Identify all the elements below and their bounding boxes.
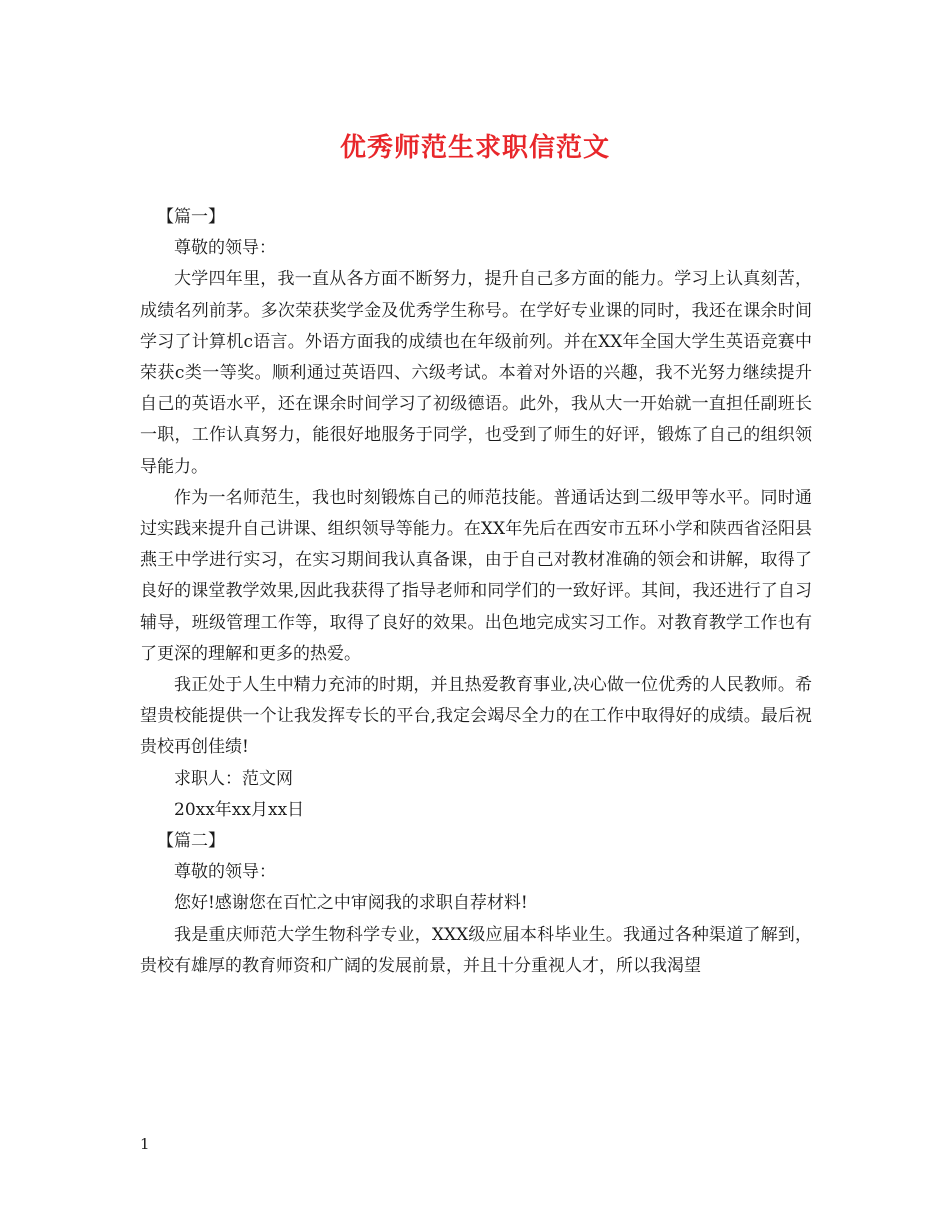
signature-line: 求职人：范文网: [174, 768, 293, 789]
body-paragraph-1: 大学四年里，我一直从各方面不断努力，提升自己多方面的能力。学习上认真刻苦，成绩名列前茅。多次荣获奖学金及优秀学生称号。在学好专业课的同时，我还在课余时间学习了计算机c语言。外语方面我的成绩也在年级前列。并在XX年全国大学生英语竞赛中荣获c类一等奖。顺利通过英语四、六级考试。本着对外语的兴趣，我不光努力继续提升自己的英语水平，还在课余时间学习了初级德语。此外，我从大一开始就一直担任副班长一职，工作认真努力，能很好地服务于同学，也受到了师生的好评，锻炼了自己的组织领导能力。: [140, 269, 812, 477]
salutation-1: 尊敬的领导：: [174, 238, 276, 259]
document-body: [140, 202, 812, 982]
page-number: 1: [140, 1135, 150, 1153]
salutation-2: 尊敬的领导：: [174, 862, 276, 883]
document-title: 优秀师范生求职信范文: [339, 133, 610, 163]
section-heading-1: 【篇一】: [157, 207, 225, 227]
body-paragraph-4: 您好!感谢您在百忙之中审阅我的求职自荐材料!: [174, 893, 528, 914]
body-paragraph-3: 我正处于人生中精力充沛的时期，并且热爱教育事业,决心做一位优秀的人民教师。希望贵校能提供一个让我发挥专长的平台,我定会竭尽全力的在工作中取得好的成绩。最后祝贵校再创佳绩!: [140, 675, 812, 758]
body-paragraph-5: 我是重庆师范大学生物科学专业，XXX级应届本科毕业生。我通过各种渠道了解到，贵校有雄厚的教育师资和广阔的发展前景，并且十分重视人才，所以我渴望: [140, 924, 812, 976]
body-paragraph-2: 作为一名师范生，我也时刻锻炼自己的师范技能。普通话达到二级甲等水平。同时通过实践来提升自己讲课、组织领导等能力。在XX年先后在西安市五环小学和陕西省泾阳县燕王中学进行实习，在实习期间我认真备课，由于自己对教材准确的领会和讲解，取得了良好的课堂教学效果,因此我获得了指导老师和同学们的一致好评。其间，我还进行了自习辅导，班级管理工作等，取得了良好的效果。出色地完成实习工作。对教育教学工作也有了更深的理解和更多的热爱。: [140, 487, 812, 664]
date-line: 20xx年xx月xx日: [174, 799, 305, 820]
section-heading-2: 【篇二】: [157, 831, 225, 852]
